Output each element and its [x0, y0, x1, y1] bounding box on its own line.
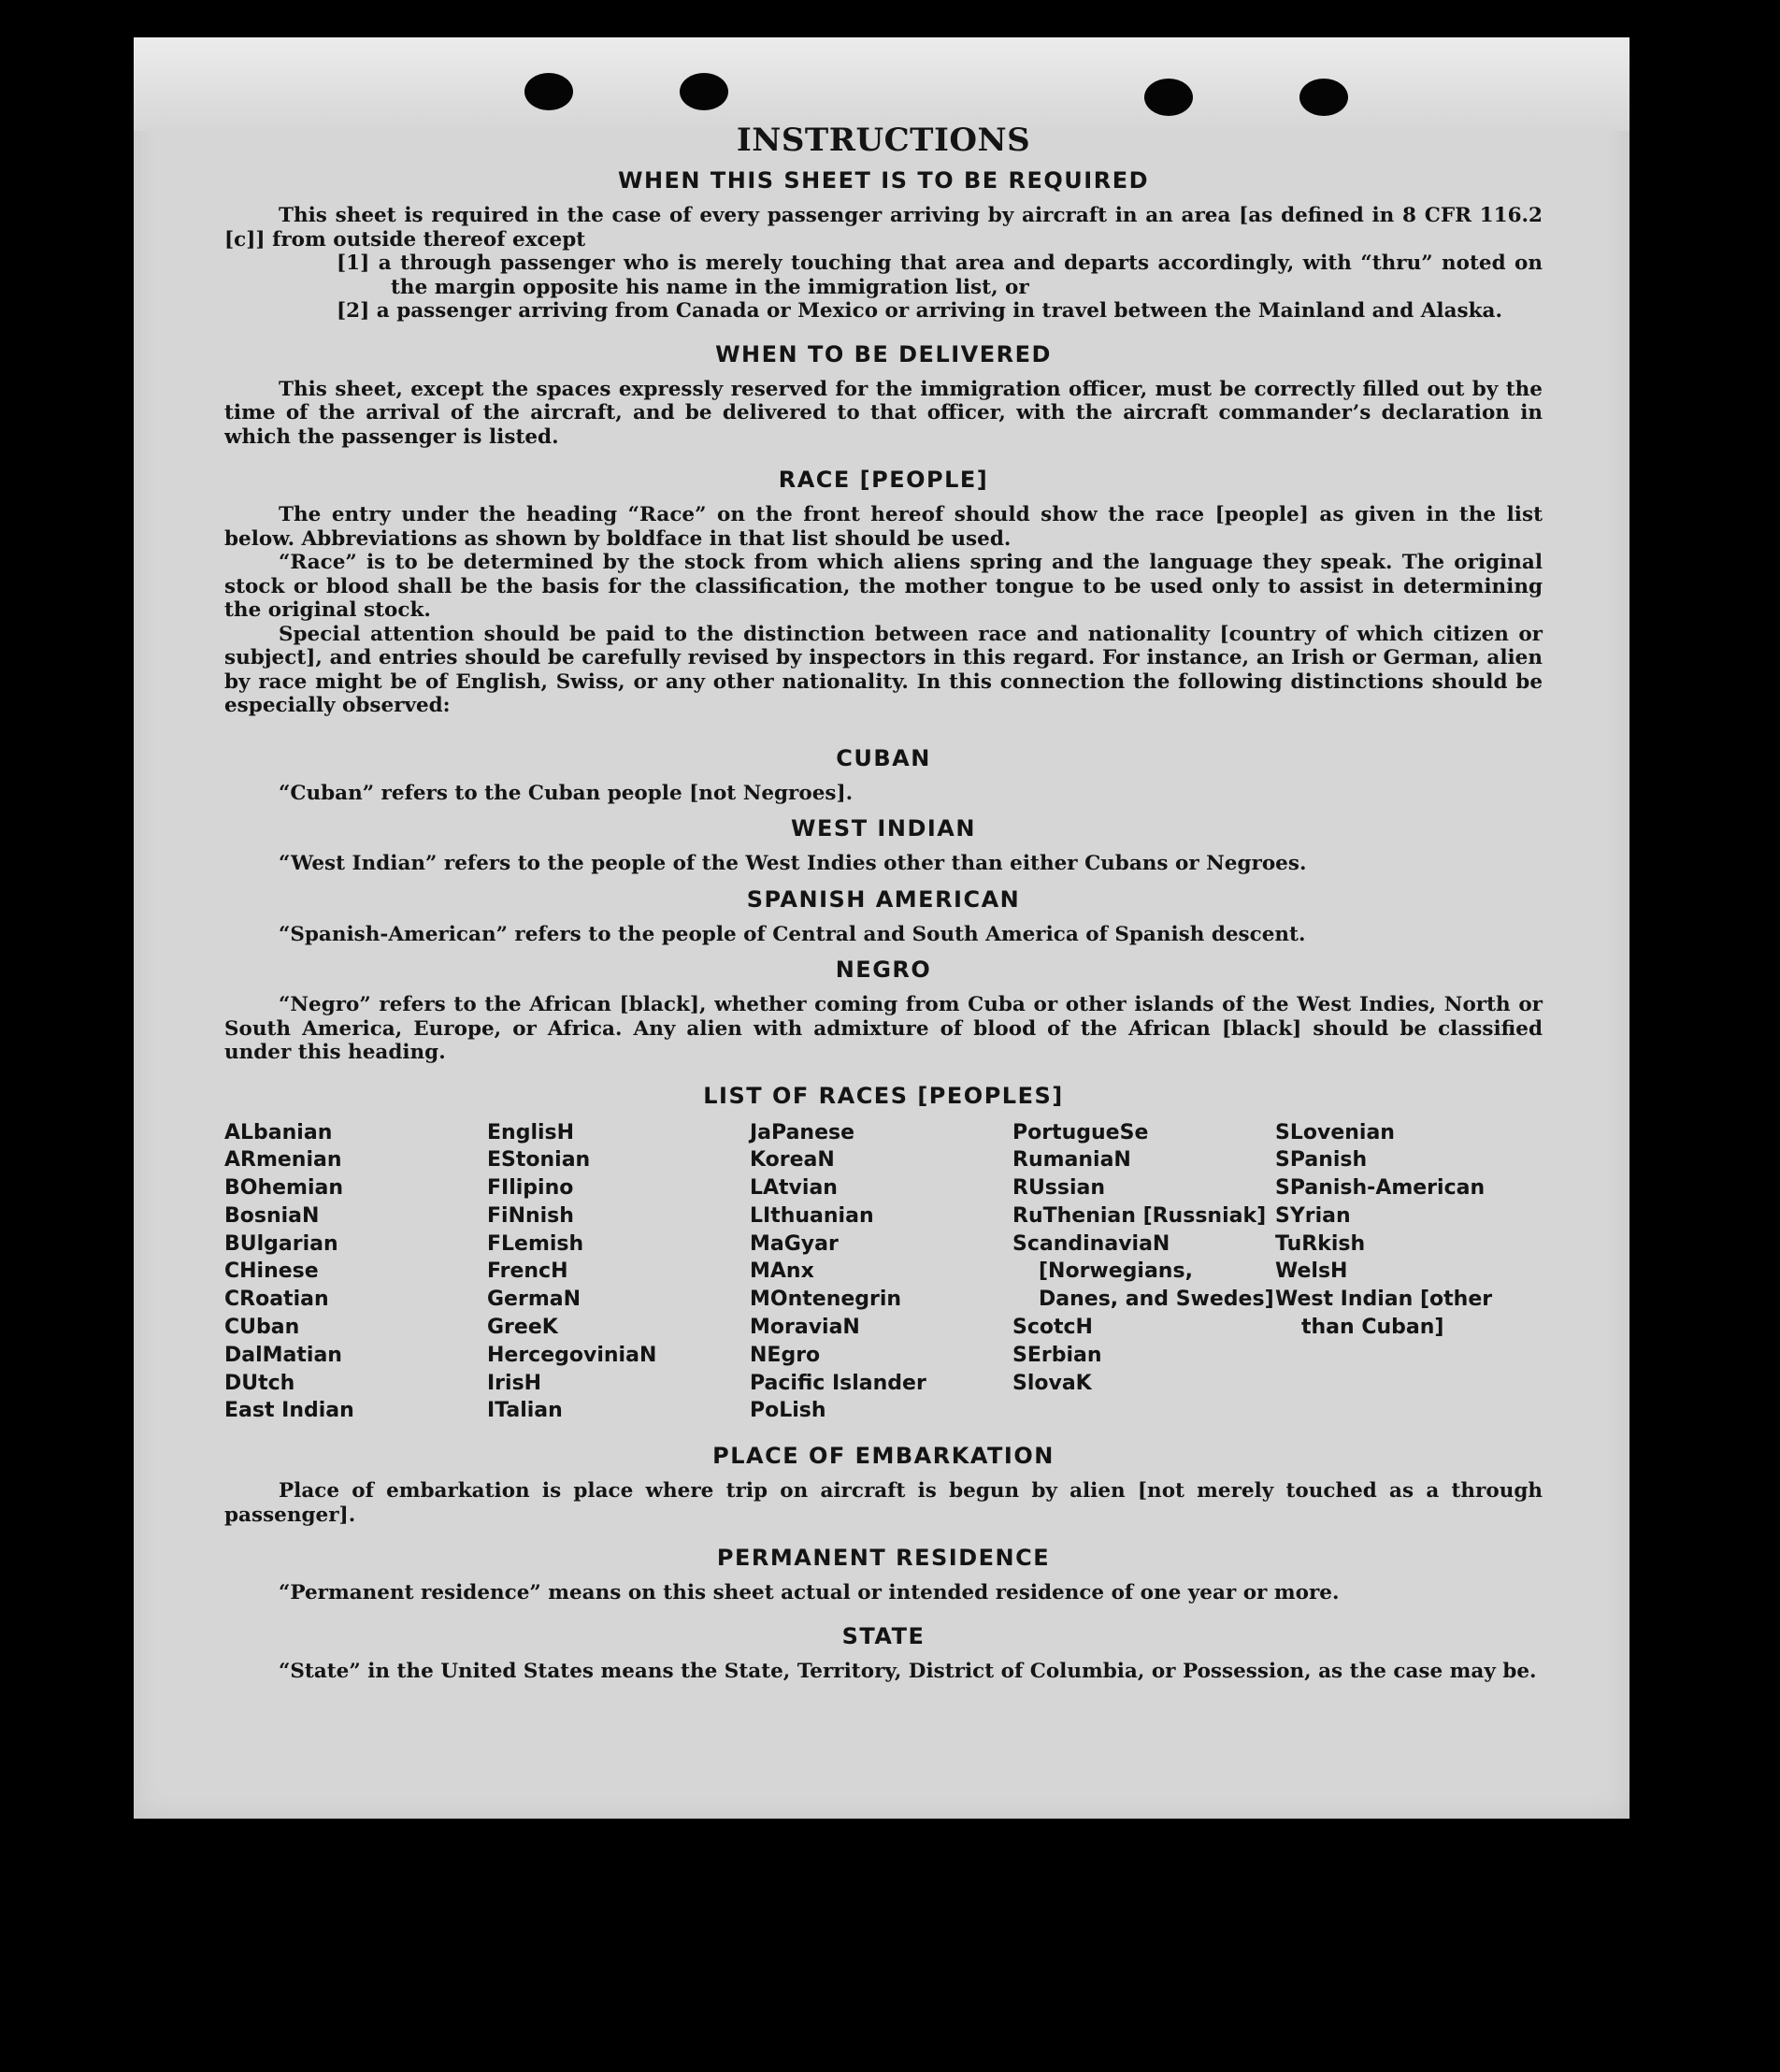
race-item: Pacific Islander [750, 1371, 926, 1395]
section-heading: NEGRO [835, 957, 932, 983]
race-item: SPanish [1275, 1148, 1368, 1173]
race-item: ScotcH [1012, 1316, 1093, 1340]
race-item: LAtvian [750, 1176, 838, 1201]
race-item: MOntenegrin [750, 1288, 902, 1312]
race-item: PortugueSe [1012, 1120, 1149, 1144]
race-item: TuRkish [1275, 1231, 1366, 1256]
race-item: ITalian [487, 1399, 563, 1423]
race-item: FIlipino [487, 1176, 574, 1201]
race-item: DalMatian [224, 1343, 342, 1367]
section-paragraph: “Spanish-American” refers to the people of Central and South America of Spanish descent. [279, 922, 1306, 946]
race-item: MAnx [750, 1259, 814, 1284]
race-item: HercegoviniaN [487, 1343, 657, 1367]
race-item: EStonian [487, 1148, 591, 1173]
punch-hole [524, 73, 573, 110]
race-item: RumaniaN [1012, 1148, 1131, 1173]
race-item: LIthuanian [750, 1203, 874, 1228]
list-item: [1] a through passenger who is merely touching that area and departs accordingly, with “thru” noted on the margin opposite his name in the immigration list, or [337, 252, 1543, 299]
section-paragraph: “Cuban” refers to the Cuban people [not Negroes]. [279, 781, 854, 805]
races-column [750, 1119, 1012, 1426]
section-paragraph: This sheet is required in the case of every passenger arriving by aircraft in an area [as defined in 8 CFR 116.2 [c]] from outside thereof except [224, 204, 1543, 252]
race-item: ARmenian [224, 1148, 342, 1173]
race-item: ALbanian [224, 1120, 333, 1144]
race-item: NEgro [750, 1343, 821, 1367]
race-item: SErbian [1012, 1343, 1102, 1367]
section-paragraph: “Race” is to be determined by the stock from which aliens spring and the language they speak. The original stock or blood shall be the basis for the classification, the mother tongue to be used only to assist in determining the original stock. [224, 551, 1543, 622]
race-item: BosniaN [224, 1203, 320, 1228]
section-heading: RACE [PEOPLE] [778, 467, 989, 493]
race-item: JaPanese [750, 1120, 855, 1144]
section-paragraph: “State” in the United States means the State, Territory, District of Columbia, or Possession, as the case may be. [279, 1659, 1537, 1683]
race-item: RUssian [1012, 1176, 1106, 1201]
section-paragraph: “Negro” refers to the African [black], whether coming from Cuba or other islands of the West Indies, North or South America, Europe, or Africa. Any alien with admixture of blood of the African [black] should be classified under this heading. [224, 993, 1543, 1064]
race-item: MaGyar [750, 1231, 839, 1256]
race-item: GermaN [487, 1288, 581, 1312]
section-heading: STATE [841, 1622, 926, 1649]
race-item: SPanish-American [1275, 1176, 1486, 1201]
race-item: IrisH [487, 1371, 542, 1395]
race-item: ScandinaviaN [Norwegians, Danes, and Swedes] [1012, 1231, 1274, 1312]
race-item: FLemish [487, 1231, 584, 1256]
race-item: West Indian [other than Cuban] [1275, 1288, 1493, 1340]
race-item: GreeK [487, 1316, 558, 1340]
races-heading: LIST OF RACES [PEOPLES] [703, 1082, 1064, 1109]
section-heading: CUBAN [836, 744, 931, 771]
races-column [224, 1119, 487, 1426]
race-item: RuThenian [Russniak] [1012, 1203, 1267, 1228]
race-item: BUlgarian [224, 1231, 338, 1256]
race-item: CHinese [224, 1259, 319, 1284]
race-item: PoLish [750, 1399, 826, 1423]
section-heading: WHEN TO BE DELIVERED [715, 340, 1052, 367]
race-item: FrencH [487, 1259, 568, 1284]
races-list [224, 1119, 1543, 1426]
race-item: DUtch [224, 1371, 295, 1395]
section-heading: PERMANENT RESIDENCE [716, 1545, 1051, 1572]
race-item: EnglisH [487, 1120, 575, 1144]
race-item: MoraviaN [750, 1316, 860, 1340]
section-paragraph: “West Indian” refers to the people of the West Indies other than either Cubans or Negroes. [279, 852, 1307, 875]
punch-hole [1144, 79, 1193, 116]
section-paragraph: Place of embarkation is place where trip on aircraft is begun by alien [not merely touched as a through passenger]. [224, 1479, 1543, 1527]
punch-hole [680, 73, 728, 110]
section-heading: PLACE OF EMBARKATION [712, 1443, 1055, 1470]
race-item: FiNnish [487, 1203, 574, 1228]
document-content [224, 120, 1543, 1683]
punch-hole [1299, 79, 1348, 116]
race-item: SYrian [1275, 1203, 1351, 1228]
list-item: [2] a passenger arriving from Canada or Mexico or arriving in travel between the Mainland and Alaska. [337, 299, 1502, 323]
sheet-top-edge [134, 37, 1629, 131]
section-heading: WEST INDIAN [791, 815, 976, 842]
section-paragraph: This sheet, except the spaces expressly reserved for the immigration officer, must be correctly filled out by the time of the arrival of the aircraft, and be delivered to that officer, with the aircraft commander’s declaration in which the passenger is listed. [224, 377, 1543, 449]
section-heading: SPANISH AMERICAN [746, 885, 1021, 913]
races-column [487, 1119, 750, 1426]
section-paragraph: “Permanent residence” means on this sheet actual or intended residence of one year or more. [279, 1581, 1340, 1605]
section-heading: WHEN THIS SHEET IS TO BE REQUIRED [617, 167, 1150, 194]
document-sheet [134, 37, 1629, 1819]
race-item: WelsH [1275, 1259, 1348, 1284]
document-title: INSTRUCTIONS [736, 122, 1031, 159]
section-paragraph: Special attention should be paid to the distinction between race and nationality [country of which citizen or subject], and entries should be carefully revised by inspectors in this regard. For instance, an Irish or German, alien by race might be of English, Swiss, or any other nationality. In this connection the following distinctions should be especially observed: [224, 622, 1543, 717]
race-item: SLovenian [1275, 1120, 1395, 1144]
race-item: KoreaN [750, 1148, 835, 1173]
races-column [1012, 1119, 1275, 1426]
section-paragraph: The entry under the heading “Race” on the front hereof should show the race [people] as given in the list below. Abbreviations as shown by boldface in that list should be used. [224, 503, 1543, 551]
races-column [1275, 1119, 1538, 1426]
race-item: East Indian [224, 1399, 354, 1423]
race-item: SlovaK [1012, 1371, 1092, 1395]
race-item: CRoatian [224, 1288, 329, 1312]
race-item: BOhemian [224, 1176, 344, 1201]
race-item: CUban [224, 1316, 300, 1340]
